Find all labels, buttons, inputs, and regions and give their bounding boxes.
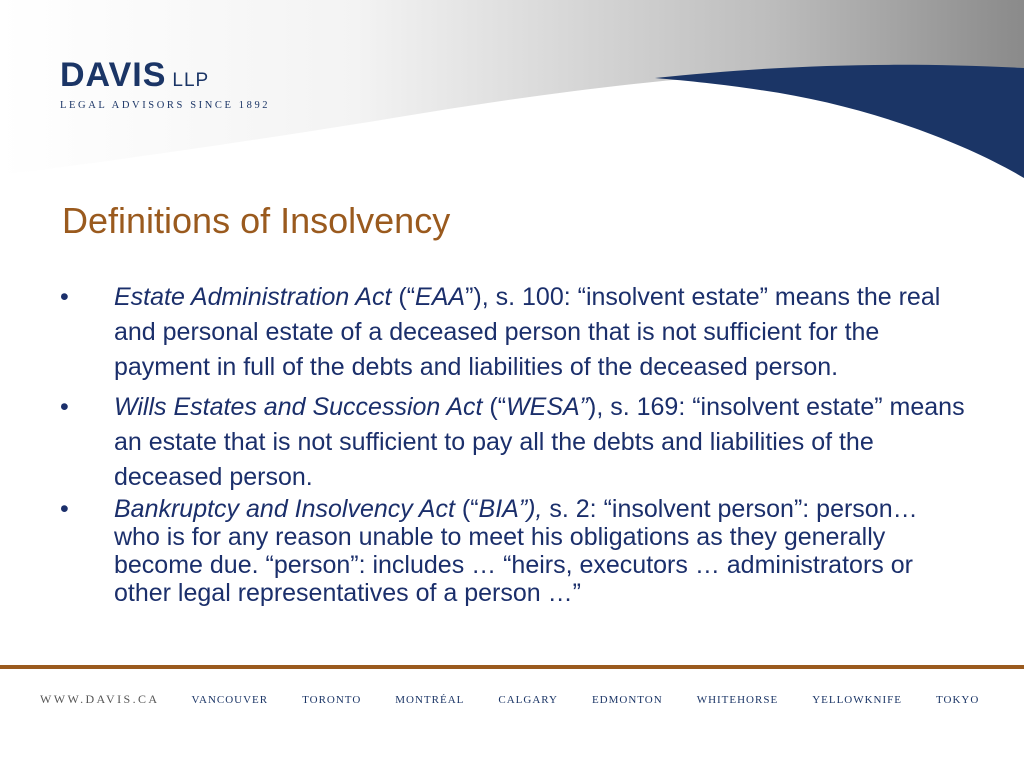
act-abbreviation: BIA”), bbox=[478, 495, 543, 523]
definition-eaa bbox=[60, 280, 970, 385]
office-toronto: TORONTO bbox=[302, 693, 362, 706]
act-name: Bankruptcy and Insolvency Act bbox=[114, 495, 455, 523]
act-name: Wills Estates and Succession Act bbox=[114, 393, 483, 421]
davis-logo bbox=[60, 58, 270, 111]
office-tokyo: TOKYO bbox=[936, 693, 980, 706]
office-edmonton: EDMONTON bbox=[591, 693, 663, 706]
footer-bar bbox=[40, 692, 1000, 707]
bullet-marker: • bbox=[60, 393, 69, 421]
act-name: Estate Administration Act bbox=[114, 283, 392, 311]
footer-divider bbox=[0, 665, 1024, 669]
logo-wordmark bbox=[60, 58, 270, 98]
definition-text: ”), s. 100: “insolvent estate” means the real and personal estate of a deceased person that is not sufficient for the payment in full of the debts and liabilities of the deceased person. bbox=[114, 283, 941, 381]
act-abbreviation: EAA bbox=[415, 283, 466, 311]
office-yellowknife: YELLOWKNIFE bbox=[812, 693, 903, 706]
office-whitehorse: WHITEHORSE bbox=[696, 693, 779, 706]
logo-suffix: LLP bbox=[172, 70, 210, 91]
logo-tagline: LEGAL ADVISORS SINCE 1892 bbox=[60, 100, 271, 111]
office-vancouver: VANCOUVER bbox=[191, 693, 269, 706]
definition-text: s. 2: “insolvent person”: person… who is for any reason unable to meet his obligations as they generally become due. “person”: includes … “heirs, executors … administrators or other legal representatives of a person …” bbox=[114, 495, 918, 607]
quote-open: (“ bbox=[454, 495, 479, 523]
bullet-marker: • bbox=[60, 283, 69, 311]
quote-open: (“ bbox=[482, 393, 507, 421]
logo-name: DAVIS bbox=[60, 56, 167, 94]
definition-text: ), s. 169: “insolvent estate” means an estate that is not sufficient to pay all the debts and liabilities of the deceased person. bbox=[114, 393, 965, 491]
slide-title: Definitions of Insolvency bbox=[62, 200, 451, 241]
definition-bia bbox=[60, 495, 970, 607]
definition-list bbox=[60, 280, 970, 607]
quote-open: (“ bbox=[391, 283, 416, 311]
website-link[interactable]: WWW.DAVIS.CA bbox=[40, 692, 160, 706]
definition-wesa bbox=[60, 390, 970, 495]
office-calgary: CALGARY bbox=[498, 693, 558, 706]
office-montreal: MONTRÉAL bbox=[395, 693, 465, 706]
bullet-marker: • bbox=[60, 495, 69, 523]
act-abbreviation: WESA” bbox=[506, 393, 589, 421]
